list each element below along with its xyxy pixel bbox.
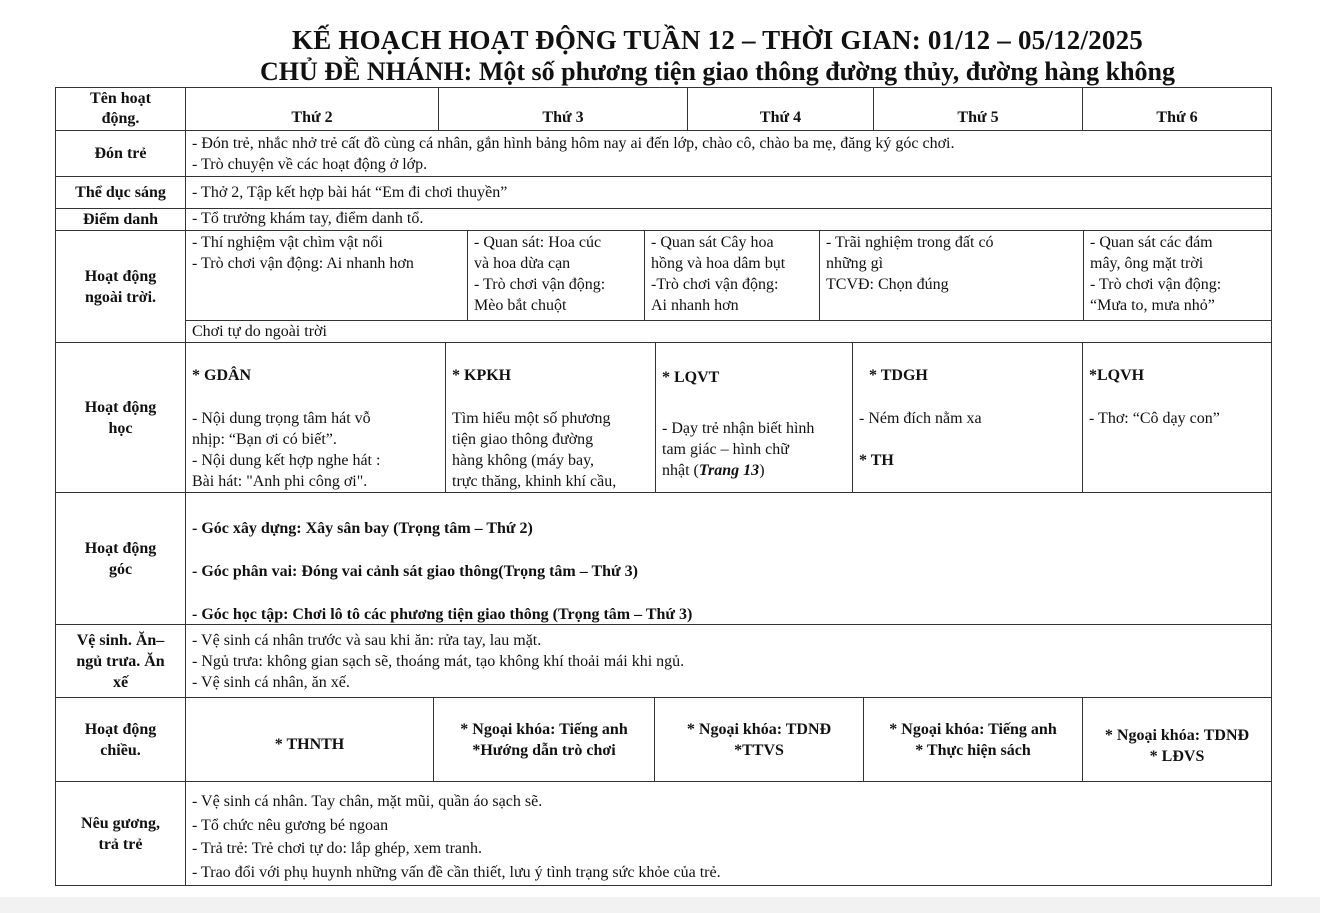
hoc-day-3 — [655, 342, 853, 493]
goc-line-3: - Góc học tập: Chơi lô tô các phương tiện giao thông (Trọng tâm – Thứ 3) — [192, 605, 693, 623]
ngoai-troi-day-5: - Quan sát các đám mây, ông mặt trời - Trò chơi vận động: “Mưa to, mưa nhỏ” — [1083, 230, 1272, 321]
hoc-day-3-body — [662, 418, 846, 481]
hoc-day-3-subject: * LQVT — [662, 369, 720, 386]
header-day-3-name: Thứ 4 — [759, 109, 802, 126]
chieu-day-2: * Ngoại khóa: Tiếng anh *Hướng dẫn trò chơi — [433, 697, 655, 782]
hoc-day-2-body: Tìm hiểu một số phương tiện giao thông đường hàng không (máy bay, trực thăng, khinh khí cầu, — [452, 409, 617, 491]
row-label-hoc: Hoạt động học — [55, 342, 186, 493]
ngoai-troi-day-3: - Quan sát Cây hoa hồng và hoa dâm bụt -Trò chơi vận động: Ai nhanh hơn — [644, 230, 820, 321]
hoc-day-3-body-text: - Dạy trẻ nhận biết hình tam giác – hình chữ nhật ( — [662, 420, 815, 479]
hoc-day-1-body: - Nội dung trọng tâm hát vỗ nhịp: “Bạn ơi có biết”. - Nội dung kết hợp nghe hát : Bài hát: "Anh phi công ơi". — [192, 409, 381, 491]
hoc-day-1-subject: * GDÂN — [192, 367, 252, 385]
the-duc-sang-content: - Thở 2, Tập kết hợp bài hát “Em đi chơi thuyền” — [185, 176, 1272, 209]
chieu-day-4: * Ngoại khóa: Tiếng anh * Thực hiện sách — [863, 697, 1083, 782]
header-day-2 — [438, 87, 688, 131]
page-title: KẾ HOẠCH HOẠT ĐỘNG TUẦN 12 – THỜI GIAN: 01/12 – 05/12/2025 — [292, 25, 1143, 55]
row-label-neu-guong: Nêu gương, trả trẻ — [55, 781, 186, 886]
diem-danh-content: - Tổ trưởng khám tay, điểm danh tổ. — [185, 208, 1272, 231]
hoc-day-3-page-ref: Trang 13 — [698, 462, 760, 479]
ngoai-troi-day-2: - Quan sát: Hoa cúc và hoa dừa cạn - Trò chơi vận động: Mèo bắt chuột — [467, 230, 645, 321]
header-day-4 — [873, 87, 1083, 131]
header-day-3 — [687, 87, 874, 131]
header-day-5 — [1082, 87, 1272, 131]
page-subtitle: CHỦ ĐỀ NHÁNH: Một số phương tiện giao thông đường thủy, đường hàng không — [260, 57, 1175, 86]
goc-content — [185, 492, 1272, 625]
row-label-ngoai-troi: Hoạt động ngoài trời. — [55, 230, 186, 343]
chieu-day-3: * Ngoại khóa: TDNĐ *TTVS — [654, 697, 864, 782]
hoc-day-2 — [445, 342, 656, 493]
header-day-1 — [185, 87, 439, 131]
ngoai-troi-day-1: - Thí nghiệm vật chìm vật nổi - Trò chơi vận động: Ai nhanh hơn — [185, 230, 468, 321]
hoc-day-3-body-tail: ) — [759, 462, 765, 479]
header-day-5-name: Thứ 6 — [1156, 109, 1198, 126]
row-label-ve-sinh: Vệ sinh. Ăn– ngủ trưa. Ăn xế — [55, 624, 186, 698]
ve-sinh-content: - Vệ sinh cá nhân trước và sau khi ăn: rửa tay, lau mặt. - Ngủ trưa: không gian sạch sẽ, thoáng mát, tạo không khí thoải mái khi ngủ. - Vệ sinh cá nhân, ăn xế. — [185, 624, 1272, 698]
hoc-day-5-body: - Thơ: “Cô dạy con” — [1089, 409, 1220, 427]
row-label-don-tre: Đón trẻ — [55, 130, 186, 177]
row-label-goc: Hoạt động góc — [55, 492, 186, 625]
hoc-day-4-body: - Ném đích nằm xa — [859, 409, 982, 427]
hoc-day-5-subject: *LQVH — [1089, 367, 1145, 385]
goc-line-2: - Góc phân vai: Đóng vai cảnh sát giao thông(Trọng tâm – Thứ 3) — [192, 562, 638, 580]
header-day-4-name: Thứ 5 — [957, 109, 999, 126]
row-label-chieu: Hoạt động chiều. — [55, 697, 186, 782]
hoc-day-4-subject: * TDGH — [869, 367, 928, 385]
header-day-2-name: Thứ 3 — [542, 109, 584, 126]
hoc-day-2-subject: * KPKH — [452, 367, 512, 385]
row-label-the-duc-sang: Thể dục sáng — [55, 176, 186, 209]
goc-line-1: - Góc xây dựng: Xây sân bay (Trọng tâm – Thứ 2) — [192, 519, 533, 537]
hoc-day-4-subject-2: * TH — [859, 452, 894, 470]
don-tre-content: - Đón trẻ, nhắc nhở trẻ cất đồ cùng cá nhân, gắn hình bảng hôm nay ai đến lớp, chào cô, chào ba mẹ, đăng ký góc chơi. - Trò chuyện về các hoạt động ở lớp. — [185, 130, 1272, 177]
header-activity: Tên hoạt động. — [55, 87, 186, 131]
hoc-day-4 — [852, 342, 1083, 493]
chieu-day-5: * Ngoại khóa: TDNĐ * LĐVS — [1082, 697, 1272, 782]
hoc-day-5 — [1082, 342, 1272, 493]
ngoai-troi-day-4: - Trãi nghiệm trong đất có những gì TCVĐ: Chọn đúng — [819, 230, 1084, 321]
hoc-day-1 — [185, 342, 446, 493]
page-margin — [0, 897, 1320, 913]
ngoai-troi-free-play: Chơi tự do ngoài trời — [185, 320, 1272, 343]
chieu-day-1: * THNTH — [185, 697, 434, 782]
neu-guong-content: - Vệ sinh cá nhân. Tay chân, mặt mũi, quần áo sạch sẽ. - Tổ chức nêu gương bé ngoan - Trả trẻ: Trẻ chơi tự do: lắp ghép, xem tranh. - Trao đổi với phụ huynh những vấn đề cần thiết, lưu ý tình trạng sức khỏe của trẻ. — [185, 781, 1272, 886]
header-day-1-name: Thứ 2 — [291, 109, 333, 126]
row-label-diem-danh: Điểm danh — [55, 208, 186, 231]
